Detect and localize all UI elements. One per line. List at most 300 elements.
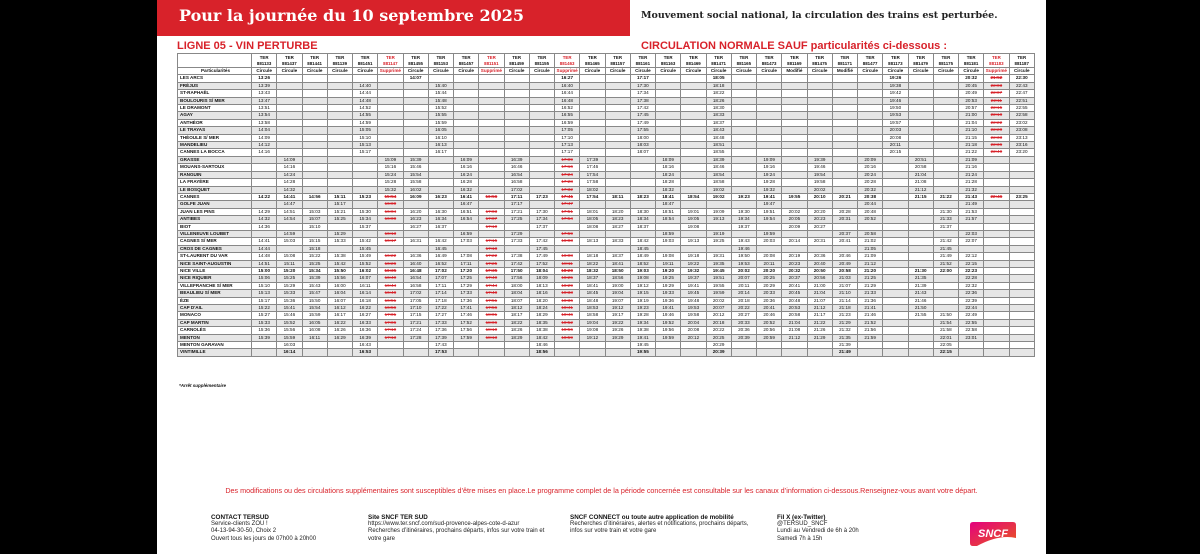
departure-time bbox=[984, 349, 1009, 356]
departure-time bbox=[858, 82, 883, 89]
departure-time bbox=[605, 112, 630, 119]
departure-time bbox=[479, 171, 504, 178]
departure-time: 20:57 bbox=[959, 105, 984, 112]
departure-time bbox=[479, 156, 504, 163]
departure-time bbox=[327, 179, 352, 186]
departure-time bbox=[656, 134, 681, 141]
station-name: LES ARCS bbox=[178, 75, 252, 82]
departure-time: 20:32 bbox=[959, 75, 984, 82]
departure-time: 19:22 bbox=[605, 319, 630, 326]
station-name: ST-RAPHAËL bbox=[178, 90, 252, 97]
departure-time bbox=[782, 186, 807, 193]
station-name: ÈZE bbox=[178, 297, 252, 304]
departure-time: 19:28 bbox=[757, 179, 782, 186]
departure-time bbox=[832, 201, 857, 208]
station-name: CANNES bbox=[178, 193, 252, 200]
departure-time: 16:03 bbox=[277, 342, 302, 349]
departure-time: 14:16 bbox=[252, 149, 277, 156]
train-number: 881463 bbox=[559, 60, 575, 66]
departure-time: 16:39 bbox=[353, 334, 378, 341]
departure-time bbox=[479, 90, 504, 97]
departure-time: 22:58 bbox=[1009, 112, 1035, 119]
station-row bbox=[178, 260, 1035, 267]
departure-time bbox=[656, 149, 681, 156]
departure-time: 18:52 bbox=[555, 319, 580, 326]
departure-time: 17:33 bbox=[428, 319, 453, 326]
departure-time bbox=[277, 97, 302, 104]
train-status: Circule bbox=[605, 68, 630, 75]
departure-time: 16:29 bbox=[327, 334, 352, 341]
departure-time: 19:46 bbox=[883, 97, 908, 104]
departure-time: 17:03 bbox=[479, 208, 504, 215]
departure-time bbox=[302, 230, 327, 237]
departure-time bbox=[378, 342, 403, 349]
departure-time: 18:48 bbox=[706, 134, 731, 141]
departure-time: 19:29 bbox=[656, 282, 681, 289]
departure-time: 20:28 bbox=[858, 179, 883, 186]
departure-time: 19:08 bbox=[656, 253, 681, 260]
station-row bbox=[178, 297, 1035, 304]
departure-time: 17:16 bbox=[555, 164, 580, 171]
departure-time bbox=[832, 179, 857, 186]
station-name: NICE VILLE bbox=[178, 267, 252, 274]
departure-time: 20:12 bbox=[681, 334, 706, 341]
departure-time bbox=[454, 134, 479, 141]
departure-time bbox=[529, 82, 554, 89]
departure-time: 14:51 bbox=[277, 208, 302, 215]
departure-time bbox=[731, 349, 756, 356]
departure-time: 19:39 bbox=[807, 156, 832, 163]
departure-time bbox=[302, 82, 327, 89]
departure-time: 16:23 bbox=[403, 216, 428, 223]
train-number-header bbox=[706, 54, 731, 68]
train-number: 881477 bbox=[862, 60, 878, 66]
departure-time bbox=[706, 201, 731, 208]
departure-time bbox=[908, 142, 933, 149]
departure-time bbox=[782, 82, 807, 89]
train-type: TER bbox=[335, 54, 345, 60]
departure-time bbox=[681, 201, 706, 208]
station-name: CAP D'AIL bbox=[178, 305, 252, 312]
departure-time bbox=[529, 112, 554, 119]
departure-time: 17:55 bbox=[630, 127, 655, 134]
train-number-header bbox=[529, 54, 554, 68]
train-status: Circule bbox=[1009, 68, 1035, 75]
departure-time: 18:39 bbox=[706, 156, 731, 163]
station-name: MANDELIEU bbox=[178, 142, 252, 149]
departure-time: 18:54 bbox=[681, 193, 706, 200]
footer-website-link[interactable]: https://www.ter.sncf.com/sud-provence-alpes-cote-d-azur bbox=[368, 521, 520, 528]
departure-time: 20:14 bbox=[782, 238, 807, 245]
departure-time bbox=[908, 75, 933, 82]
departure-time bbox=[807, 149, 832, 156]
departure-time: 16:44 bbox=[555, 90, 580, 97]
departure-time: 19:50 bbox=[883, 105, 908, 112]
departure-time: 19:43 bbox=[731, 238, 756, 245]
departure-time: 21:49 bbox=[933, 253, 958, 260]
departure-time: 17:54 bbox=[555, 216, 580, 223]
departure-time: 20:37 bbox=[782, 275, 807, 282]
departure-time bbox=[757, 349, 782, 356]
footer-app-title: SNCF CONNECT ou toute autre application de mobilité bbox=[570, 514, 734, 521]
departure-time: 20:37 bbox=[832, 230, 857, 237]
departure-time bbox=[479, 342, 504, 349]
departure-time: 21:10 bbox=[832, 290, 857, 297]
departure-time bbox=[984, 186, 1009, 193]
station-name: FRÉJUS bbox=[178, 82, 252, 89]
departure-time: 17:56 bbox=[479, 305, 504, 312]
departure-time bbox=[605, 349, 630, 356]
departure-time: 14:40 bbox=[353, 82, 378, 89]
departure-time: 16:54 bbox=[403, 275, 428, 282]
departure-time: 17:21 bbox=[504, 208, 529, 215]
train-type: TER bbox=[764, 54, 774, 60]
departure-time bbox=[731, 230, 756, 237]
departure-time bbox=[908, 201, 933, 208]
line-title: LIGNE 05 - VIN PERTURBE bbox=[177, 40, 318, 52]
train-type: TER bbox=[284, 54, 294, 60]
station-name: MONACO bbox=[178, 312, 252, 319]
departure-time: 20:52 bbox=[757, 319, 782, 326]
departure-time: 17:17 bbox=[504, 201, 529, 208]
departure-time: 20:09 bbox=[782, 223, 807, 230]
departure-time bbox=[807, 142, 832, 149]
departure-time: 19:26 bbox=[605, 327, 630, 334]
departure-time bbox=[731, 186, 756, 193]
departure-time bbox=[504, 134, 529, 141]
departure-time bbox=[933, 290, 958, 297]
departure-time bbox=[757, 127, 782, 134]
departure-time: 15:05 bbox=[353, 127, 378, 134]
departure-time: 21:58 bbox=[933, 327, 958, 334]
departure-time: 19:04 bbox=[580, 319, 605, 326]
departure-time: 17:25 bbox=[479, 260, 504, 267]
departure-time bbox=[984, 290, 1009, 297]
train-status: Circule bbox=[504, 68, 529, 75]
departure-time: 17:03 bbox=[454, 238, 479, 245]
departure-time bbox=[782, 142, 807, 149]
departure-time bbox=[908, 90, 933, 97]
departure-time: 15:28 bbox=[378, 179, 403, 186]
departure-time: 20:44 bbox=[858, 201, 883, 208]
departure-time: 17:24 bbox=[403, 327, 428, 334]
departure-time: 15:40 bbox=[428, 82, 453, 89]
departure-time bbox=[277, 127, 302, 134]
departure-time bbox=[529, 134, 554, 141]
departure-time bbox=[428, 230, 453, 237]
departure-time bbox=[580, 142, 605, 149]
departure-time: 20:48 bbox=[782, 297, 807, 304]
departure-time bbox=[277, 142, 302, 149]
departure-time bbox=[302, 75, 327, 82]
station-row bbox=[178, 327, 1035, 334]
departure-time: 18:46 bbox=[706, 164, 731, 171]
departure-time: 20:49 bbox=[832, 260, 857, 267]
departure-time bbox=[832, 164, 857, 171]
station-name: LA FRAYÈRE bbox=[178, 179, 252, 186]
departure-time bbox=[984, 216, 1009, 223]
departure-time bbox=[479, 97, 504, 104]
departure-time: 20:14 bbox=[731, 290, 756, 297]
departure-time bbox=[302, 349, 327, 356]
departure-time bbox=[327, 142, 352, 149]
departure-time: 13:54 bbox=[252, 112, 277, 119]
train-status: Circule bbox=[630, 68, 655, 75]
departure-time: 18:08 bbox=[555, 253, 580, 260]
departure-time bbox=[832, 245, 857, 252]
departure-time bbox=[403, 127, 428, 134]
departure-time: 15:45 bbox=[353, 245, 378, 252]
departure-time: 18:22 bbox=[580, 260, 605, 267]
station-row bbox=[178, 171, 1035, 178]
departure-time bbox=[681, 245, 706, 252]
station-row bbox=[178, 149, 1035, 156]
departure-time: 15:17 bbox=[327, 201, 352, 208]
departure-time bbox=[1009, 260, 1035, 267]
departure-time: 15:15 bbox=[302, 238, 327, 245]
train-type: TER bbox=[562, 54, 572, 60]
departure-time: 18:35 bbox=[529, 319, 554, 326]
departure-time: 17:39 bbox=[580, 156, 605, 163]
departure-time bbox=[378, 149, 403, 156]
departure-time bbox=[731, 134, 756, 141]
train-number: 881473 bbox=[761, 60, 777, 66]
departure-time: 16:17 bbox=[327, 312, 352, 319]
departure-time: 16:14 bbox=[353, 290, 378, 297]
departure-time bbox=[580, 149, 605, 156]
departure-time: 20:29 bbox=[757, 282, 782, 289]
departure-time: 15:59 bbox=[277, 334, 302, 341]
departure-time: 17:07 bbox=[479, 216, 504, 223]
departure-time: 21:43 bbox=[908, 290, 933, 297]
departure-time: 15:36 bbox=[277, 297, 302, 304]
departure-time bbox=[428, 186, 453, 193]
departure-time bbox=[908, 238, 933, 245]
departure-time: 17:45 bbox=[630, 112, 655, 119]
train-number: 881155 bbox=[534, 60, 550, 66]
departure-time: 18:29 bbox=[555, 282, 580, 289]
departure-time: 18:49 bbox=[630, 253, 655, 260]
departure-time: 16:46 bbox=[504, 164, 529, 171]
date-banner bbox=[157, 0, 630, 36]
departure-time bbox=[883, 201, 908, 208]
departure-time: 22:03 bbox=[984, 82, 1009, 89]
departure-time: 23:25 bbox=[1009, 193, 1035, 200]
departure-time: 17:35 bbox=[479, 267, 504, 274]
departure-time: 17:50 bbox=[504, 267, 529, 274]
departure-time: 19:41 bbox=[630, 334, 655, 341]
departure-time bbox=[327, 112, 352, 119]
departure-time bbox=[580, 127, 605, 134]
departure-time bbox=[529, 164, 554, 171]
departure-time: 19:00 bbox=[605, 282, 630, 289]
departure-time bbox=[883, 156, 908, 163]
departure-time bbox=[883, 334, 908, 341]
train-type: TER bbox=[1017, 54, 1027, 60]
departure-time bbox=[252, 201, 277, 208]
departure-time bbox=[1009, 171, 1035, 178]
footer-contact-line[interactable]: 04-13-94-30-50, Choix 2 bbox=[211, 528, 277, 535]
departure-time: 15:07 bbox=[302, 216, 327, 223]
train-number-header bbox=[908, 54, 933, 68]
departure-time: 19:30 bbox=[731, 208, 756, 215]
departure-time: 16:12 bbox=[327, 305, 352, 312]
train-type: TER bbox=[461, 54, 471, 60]
departure-time: 21:46 bbox=[858, 312, 883, 319]
departure-time bbox=[782, 342, 807, 349]
departure-time: 21:26 bbox=[807, 327, 832, 334]
departure-time: 15:50 bbox=[302, 297, 327, 304]
departure-time: 16:41 bbox=[454, 193, 479, 200]
departure-time: 21:17 bbox=[807, 312, 832, 319]
departure-time: 17:51 bbox=[555, 208, 580, 215]
departure-time bbox=[403, 149, 428, 156]
footer-x-handle[interactable]: @TERSUD_SNCF bbox=[777, 521, 828, 528]
departure-time: 18:53 bbox=[580, 305, 605, 312]
departure-time: 17:53 bbox=[428, 349, 453, 356]
departure-time: 16:37 bbox=[428, 223, 453, 230]
departure-time: 19:42 bbox=[883, 90, 908, 97]
departure-time bbox=[984, 156, 1009, 163]
departure-time: 14:56 bbox=[302, 193, 327, 200]
departure-time bbox=[681, 105, 706, 112]
departure-time bbox=[782, 134, 807, 141]
departure-time: 16:05 bbox=[428, 127, 453, 134]
departure-time: 20:41 bbox=[757, 305, 782, 312]
departure-time: 18:37 bbox=[630, 223, 655, 230]
departure-time bbox=[403, 97, 428, 104]
departure-time: 14:36 bbox=[252, 223, 277, 230]
departure-time: 16:27 bbox=[555, 75, 580, 82]
departure-time: 19:53 bbox=[883, 112, 908, 119]
departure-time: 17:46 bbox=[454, 312, 479, 319]
departure-time: 21:35 bbox=[908, 275, 933, 282]
departure-time: 15:00 bbox=[252, 267, 277, 274]
departure-time: 20:33 bbox=[757, 290, 782, 297]
departure-time: 15:55 bbox=[428, 112, 453, 119]
departure-time bbox=[605, 142, 630, 149]
departure-time bbox=[302, 171, 327, 178]
departure-time bbox=[832, 112, 857, 119]
departure-time bbox=[403, 134, 428, 141]
departure-time bbox=[277, 90, 302, 97]
departure-time bbox=[681, 230, 706, 237]
departure-time bbox=[529, 156, 554, 163]
departure-time bbox=[605, 230, 630, 237]
train-number-header bbox=[731, 54, 756, 68]
train-status: Circule bbox=[327, 68, 352, 75]
departure-time bbox=[656, 349, 681, 356]
station-name: ST-LAURENT DU VAR bbox=[178, 253, 252, 260]
train-status: Circule bbox=[807, 68, 832, 75]
departure-time bbox=[908, 97, 933, 104]
departure-time: 15:34 bbox=[353, 216, 378, 223]
departure-time bbox=[403, 105, 428, 112]
footer-website bbox=[368, 514, 548, 543]
departure-time: 21:55 bbox=[908, 312, 933, 319]
departure-time: 20:11 bbox=[883, 142, 908, 149]
departure-time bbox=[933, 82, 958, 89]
departure-time bbox=[984, 208, 1009, 215]
departure-time: 21:52 bbox=[984, 75, 1009, 82]
departure-time bbox=[858, 105, 883, 112]
departure-time bbox=[681, 90, 706, 97]
station-name: CROS DE CAGNES bbox=[178, 245, 252, 252]
station-row bbox=[178, 245, 1035, 252]
normal-traffic-title: CIRCULATION NORMALE SAUF particularités ci-dessous : bbox=[641, 40, 947, 52]
departure-time: 14:59 bbox=[353, 119, 378, 126]
station-row bbox=[178, 312, 1035, 319]
departure-time bbox=[656, 223, 681, 230]
departure-time: 17:29 bbox=[504, 230, 529, 237]
departure-time: 22:44 bbox=[959, 305, 984, 312]
departure-time: 17:17 bbox=[630, 75, 655, 82]
departure-time: 16:17 bbox=[378, 238, 403, 245]
train-status: Circule bbox=[302, 68, 327, 75]
departure-time bbox=[428, 75, 453, 82]
train-number-header bbox=[580, 54, 605, 68]
departure-time: 18:07 bbox=[504, 297, 529, 304]
departure-time bbox=[731, 97, 756, 104]
departure-time: 15:48 bbox=[428, 97, 453, 104]
departure-time: 19:25 bbox=[706, 238, 731, 245]
departure-time bbox=[302, 156, 327, 163]
departure-time: 19:59 bbox=[757, 230, 782, 237]
departure-time: 23:01 bbox=[959, 334, 984, 341]
station-name: GOLFE JUAN bbox=[178, 201, 252, 208]
departure-time: 16:07 bbox=[327, 297, 352, 304]
train-status: Modifié bbox=[782, 68, 807, 75]
departure-time: 18:18 bbox=[706, 82, 731, 89]
departure-time: 18:26 bbox=[504, 327, 529, 334]
departure-time: 21:37 bbox=[933, 223, 958, 230]
departure-time: 20:09 bbox=[858, 156, 883, 163]
departure-time: 19:52 bbox=[656, 319, 681, 326]
departure-time: 21:54 bbox=[933, 319, 958, 326]
departure-time bbox=[454, 349, 479, 356]
departure-time: 20:02 bbox=[731, 267, 756, 274]
departure-time: 17:10 bbox=[555, 134, 580, 141]
departure-time bbox=[731, 149, 756, 156]
station-row bbox=[178, 156, 1035, 163]
departure-time: 21:59 bbox=[858, 334, 883, 341]
departure-time bbox=[807, 134, 832, 141]
departure-time: 15:30 bbox=[353, 208, 378, 215]
departure-time bbox=[681, 142, 706, 149]
departure-time: 17:11 bbox=[504, 193, 529, 200]
train-number-header bbox=[428, 54, 453, 68]
departure-time: 21:08 bbox=[908, 179, 933, 186]
departure-time bbox=[302, 134, 327, 141]
departure-time: 22:33 bbox=[984, 134, 1009, 141]
departure-time bbox=[883, 327, 908, 334]
departure-time: 19:20 bbox=[656, 267, 681, 274]
departure-time bbox=[757, 119, 782, 126]
departure-time: 15:29 bbox=[277, 282, 302, 289]
departure-time: 18:22 bbox=[706, 90, 731, 97]
departure-time: 21:53 bbox=[959, 208, 984, 215]
departure-time: 21:03 bbox=[832, 275, 857, 282]
departure-time bbox=[681, 349, 706, 356]
departure-time bbox=[908, 253, 933, 260]
departure-time bbox=[327, 164, 352, 171]
departure-time bbox=[883, 297, 908, 304]
departure-time bbox=[605, 149, 630, 156]
departure-time bbox=[731, 171, 756, 178]
departure-time: 18:33 bbox=[706, 112, 731, 119]
departure-time: 23:02 bbox=[1009, 119, 1035, 126]
departure-time bbox=[529, 127, 554, 134]
